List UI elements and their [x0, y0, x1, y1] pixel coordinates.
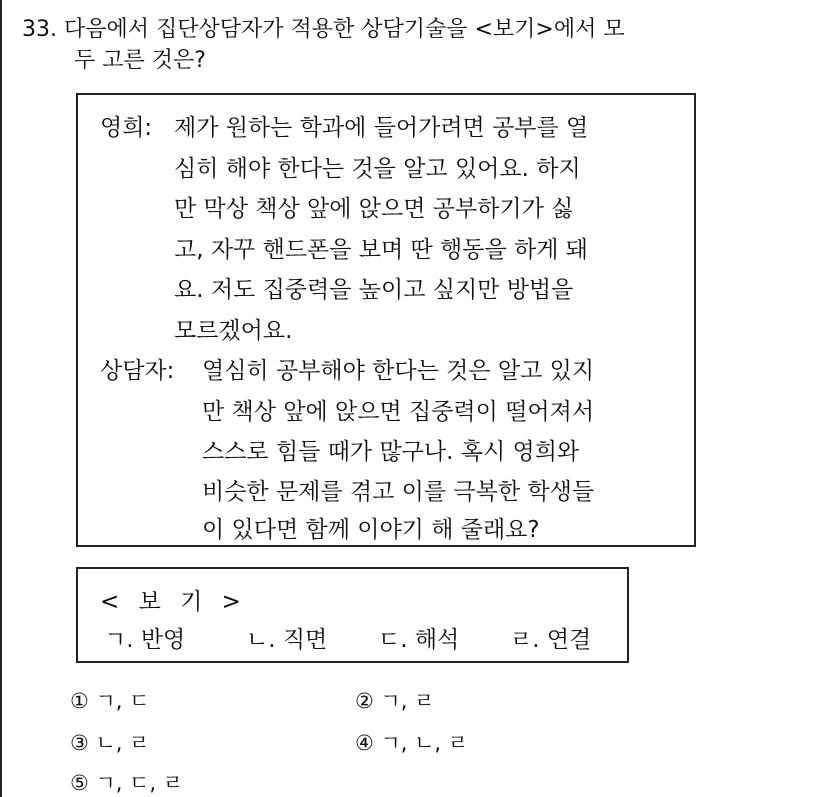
counselor-line-5: 이 있다면 함께 이야기 해 줄래요?	[202, 517, 540, 543]
question-stem	[22, 14, 812, 76]
counselor-line-1: 열심히 공부해야 한다는 것은 알고 있지	[202, 358, 595, 384]
choice-1[interactable]: ① ㄱ, ㄷ	[70, 689, 150, 713]
question-line-1: 33. 다음에서 집단상담자가 적용한 상담기술을 <보기>에서 모	[22, 17, 625, 42]
counselor-line-4: 비슷한 문제를 겪고 이를 극복한 학생들	[202, 479, 595, 505]
choice-5[interactable]: ⑤ ㄱ, ㄷ, ㄹ	[70, 771, 184, 795]
yeonghui-line-1: 제가 원하는 학과에 들어가려면 공부를 열	[174, 115, 589, 141]
yeonghui-line-5: 요. 저도 집중력을 높이고 싶지만 방법을	[174, 277, 574, 303]
page-left-border	[0, 0, 2, 797]
question-line-2: 두 고른 것은?	[74, 48, 206, 73]
choice-4[interactable]: ④ ㄱ, ㄴ, ㄹ	[355, 731, 469, 755]
yeonghui-line-6: 모르겠어요.	[174, 318, 293, 344]
bogi-title: < 보 기 >	[100, 589, 247, 615]
speaker-yeonghui: 영희:	[100, 115, 153, 141]
choice-3[interactable]: ③ ㄴ, ㄹ	[70, 731, 150, 755]
yeonghui-line-4: 고, 자꾸 핸드폰을 보며 딴 행동을 하게 돼	[174, 237, 588, 263]
yeonghui-line-3: 만 막상 책상 앞에 앉으면 공부하기가 싫	[174, 196, 574, 222]
bogi-item-nieun: ㄴ. 직면	[246, 627, 328, 653]
bogi-item-rieul: ㄹ. 연결	[510, 627, 592, 653]
yeonghui-line-2: 심히 해야 한다는 것을 알고 있어요. 하지	[174, 156, 581, 182]
bogi-item-digeut: ㄷ. 해석	[378, 627, 460, 653]
dialogue-box	[76, 93, 696, 547]
counselor-line-2: 만 책상 앞에 앉으면 집중력이 떨어져서	[202, 399, 595, 425]
bogi-item-giyeok: ㄱ. 반영	[104, 627, 186, 653]
bogi-box	[76, 567, 629, 663]
choice-2[interactable]: ② ㄱ, ㄹ	[355, 689, 435, 713]
speaker-counselor: 상담자:	[100, 358, 175, 384]
counselor-line-3: 스스로 힘들 때가 많구나. 혹시 영희와	[202, 439, 580, 465]
